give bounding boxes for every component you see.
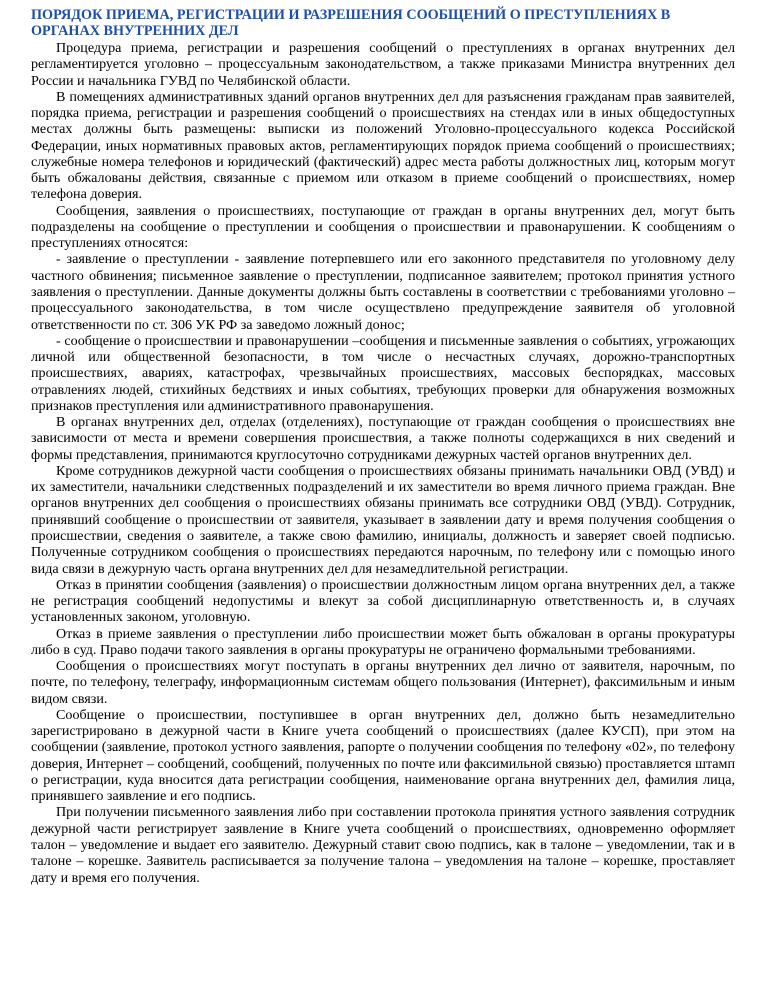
- paragraph-officers-duty: Кроме сотрудников дежурной части сообщения о происшествиях обязаны принимать начальники ОВД (УВД) и их заместители, начальники следственных подразделений и их заместители во время личного приема граждан. Вне органов внутренних дел сообщения о происшествиях обязаны принимать все сотрудники ОВД (УВД). Сотрудник, принявший сообщение о происшествии от заявителя, указывает в заявлении дату и время получения сообщения о происшествии, сведения о заявителе, а также свою фамилию, инициалы, должность и заверяет своей подписью. Полученные сотрудником сообщения о происшествиях передаются нарочным, по телефону или с помощью иного вида связи в дежурную часть органа внутренних дел для незамедлительной регистрации.: [31, 462, 735, 577]
- paragraph-information-stands: В помещениях административных зданий органов внутренних дел для разъяснения гражданам прав заявителей, порядка приема, регистрации и разрешения сообщений о происшествиях на стендах или в иных общедоступных местах должны быть размещены: выписки из положений Уголовно-процессуального кодекса Российской Федерации, иных нормативных правовых актов, регламентирующих порядок приема сообщений о происшествиях; служебные номера телефонов и юридический (фактический) адрес места работы должностных лиц, которым могут быть обжалованы действия, связанные с приемом или отказом в приеме сообщений о происшествиях, номер телефона доверия.: [31, 88, 735, 203]
- document-body: [31, 40, 735, 886]
- paragraph-channels: Сообщения о происшествиях могут поступать в органы внутренних дел лично от заявителя, нарочным, по почте, по телефону, телеграфу, информационным системам общего пользования (Интернет), факсимильным и иным видом связи.: [31, 658, 735, 707]
- paragraph-procedure: Процедура приема, регистрации и разрешения сообщений о преступлениях в органах внутренних дел регламентируется уголовно – процессуальным законодательством, а также приказами Министра внутренних дел России и начальника ГУВД по Челябинской области.: [31, 40, 735, 89]
- paragraph-registration: Сообщение о происшествии, поступившее в орган внутренних дел, должно быть незамедлительно зарегистрировано в дежурной части в Книге учета сообщений о происшествиях (далее КУСП), при этом на сообщении (заявление, протокол устного заявления, рапорте о получении сообщения по телефону «02», по телефону доверия, Интернет – сообщений, сообщений, полученных по почте или факсимильной связью) проставляется штамп о регистрации, куда вносится дата регистрации сообщения, наименование органа внутренних дел, фамилия лица, принявшего заявление и его подпись.: [31, 706, 735, 805]
- paragraph-report-types: Сообщения, заявления о происшествиях, поступающие от граждан в органы внутренних дел, могут быть подразделены на сообщение о преступлении и сообщения о происшествии и правонарушении. К сообщениям о преступлениях относятся:: [31, 202, 735, 252]
- paragraph-crime-statement: - заявление о преступлении - заявление потерпевшего или его законного представителя по уголовному делу частного обвинения; письменное заявление о преступлении, подписанное заявителем; протокол принятия устного заявления о преступлении. Данные документы должны быть составлены в соответствии с требованиями уголовно – процессуального законодательства, в том числе осуществлено предупреждение заявителя об уголовной ответственности по ст. 306 УК РФ за заведомо ложный донос;: [31, 251, 735, 333]
- paragraph-appeal: Отказ в приеме заявления о преступлении либо происшествии может быть обжалован в органы прокуратуры либо в суд. Право подачи такого заявления в органы прокуратуры не ограничено формальными требованиями.: [31, 625, 735, 658]
- paragraph-notification-ticket: При получении письменного заявления либо при составлении протокола принятия устного заявления сотрудник дежурной части регистрирует заявление в Книге учета сообщений о происшествиях, одновременно оформляет талон – уведомление и выдает его заявителю. Дежурный ставит свою подпись, как в талоне – уведомлении, так и в талоне – корешке. Заявитель расписывается за получение талона – уведомления на талоне – корешке, проставляет дату и время его получения.: [31, 804, 735, 886]
- paragraph-round-the-clock: В органах внутренних дел, отделах (отделениях), поступающие от граждан сообщения о происшествиях вне зависимости от места и времени совершения происшествия, а также полноты содержащихся в них сведений и формы представления, принимаются круглосуточно сотрудниками дежурных частей органов внутренних дел.: [31, 414, 735, 463]
- document-title: ПОРЯДОК ПРИЕМА, РЕГИСТРАЦИИ И РАЗРЕШЕНИЯ СООБЩЕНИЙ О ПРЕСТУПЛЕНИЯХ В ОРГАНАХ ВНУТРЕННИХ ДЕЛ: [31, 7, 671, 39]
- paragraph-incident-report: - сообщение о происшествии и правонарушении –сообщения и письменные заявления о событиях, угрожающих личной или общественной безопасности, в том числе о несчастных случаях, дорожно-транспортных происшествиях, авариях, катастрофах, чрезвычайных происшествиях, массовых беспорядках, массовых отравлениях людей, стихийных бедствиях и иных событиях, требующих проверки для обнаружения возможных признаков преступления или административного правонарушения.: [31, 332, 735, 414]
- paragraph-refusal-liability: Отказ в принятии сообщения (заявления) о происшествии должностным лицом органа внутренних дел, а также не регистрация сообщений недопустимы и влекут за собой дисциплинарную ответственность и, в случаях установленных законом, уголовную.: [31, 576, 735, 626]
